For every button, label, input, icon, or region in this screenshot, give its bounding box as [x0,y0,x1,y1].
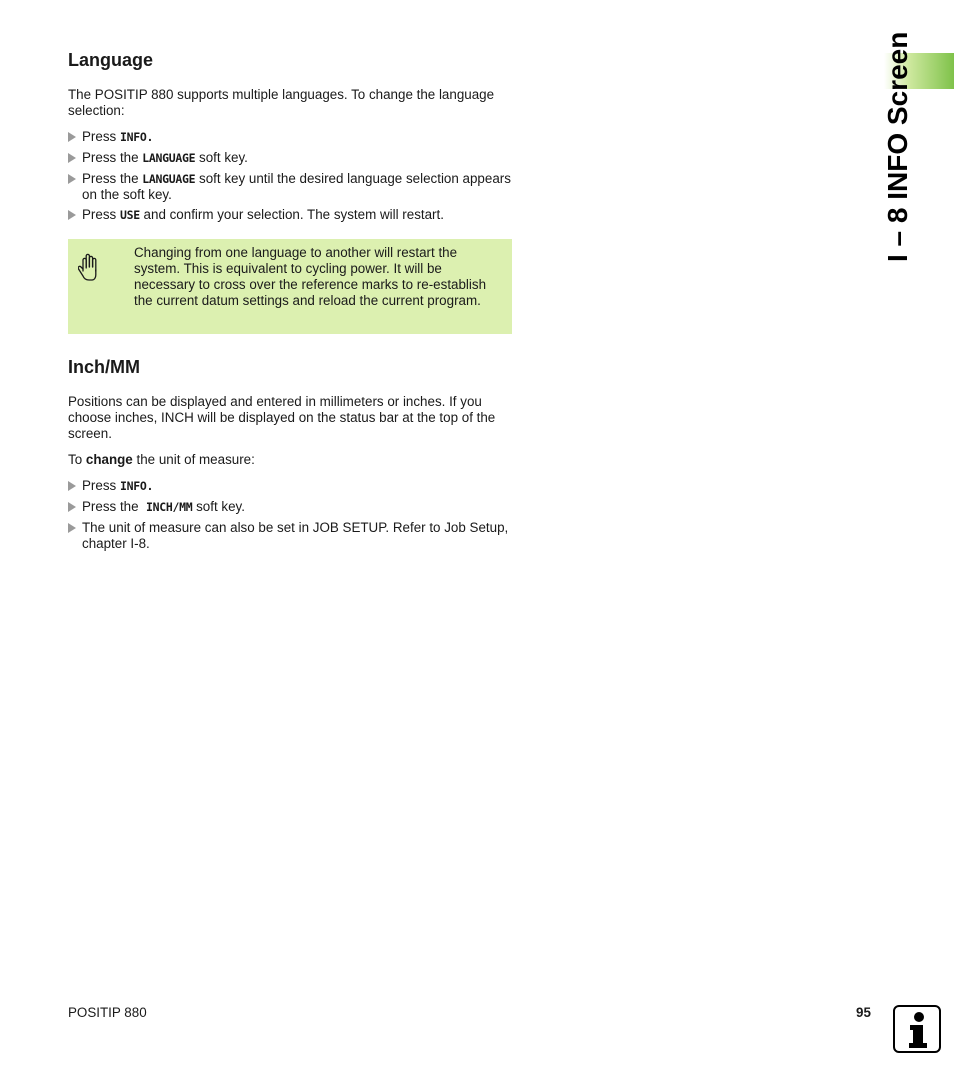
bullet-arrow-icon [68,523,76,533]
bullet-arrow-icon [68,210,76,220]
change-instruction: To change the unit of measure: [68,452,255,467]
list-item: Press the LANGUAGE soft key until the desired language selection appears on the soft key. [68,171,513,203]
bullet-arrow-icon [68,153,76,163]
page-number: 95 [856,1005,871,1020]
list-item: Press the LANGUAGE soft key. [68,150,513,166]
inch-mm-heading: Inch/MM [68,357,140,377]
bullet-arrow-icon [68,174,76,184]
bullet-arrow-icon [68,132,76,142]
bullet-arrow-icon [68,481,76,491]
footer-product: POSITIP 880 [68,1005,147,1020]
softkey-label: INFO. [119,130,154,144]
inch-mm-intro: Positions can be displayed and entered in millimeters or inches. If you choose inches, INCH will be displayed on the status bar at the top of the screen. [68,394,496,441]
language-intro: The POSITIP 880 supports multiple languages. To change the language selection: [68,87,495,118]
chapter-title: I – 8 INFO Screen [882,31,913,262]
list-item: Press USE and confirm your selection. The system will restart. [68,207,513,223]
bullet-arrow-icon [68,502,76,512]
note-text: Changing from one language to another will restart the system. This is equivalent to cycling power. It will be necessary to cross over the reference marks to re-establish the current datum settings and reload the current program. [134,245,487,308]
hand-pointing-icon [78,251,102,285]
inch-mm-steps [68,478,513,552]
list-item: Press the INCH/MM soft key. [68,499,513,515]
softkey-label: LANGUAGE [142,172,196,186]
softkey-label: USE [119,208,140,222]
softkey-label: INFO. [119,479,154,493]
softkey-label: LANGUAGE [142,151,196,165]
list-item: Press INFO. [68,129,513,145]
list-item: The unit of measure can also be set in JOB SETUP. Refer to Job Setup, chapter I-8. [68,520,513,552]
language-heading: Language [68,50,154,70]
language-steps [68,129,513,223]
list-item: Press INFO. [68,478,513,494]
softkey-label: INCH/MM [146,500,193,514]
info-icon [893,1005,941,1053]
